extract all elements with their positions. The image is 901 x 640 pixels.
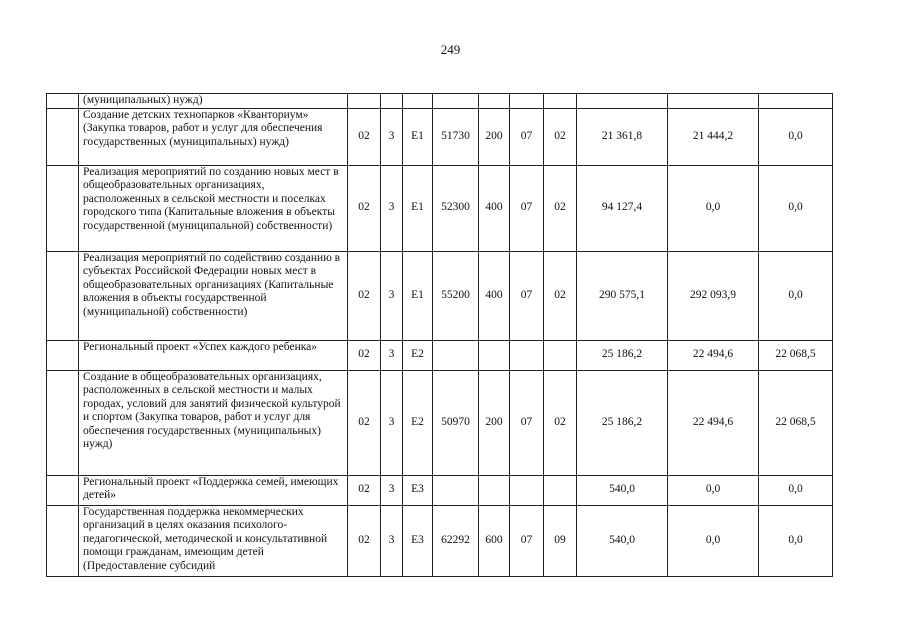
amount-cell-2: 21 444,2 <box>668 108 759 165</box>
table-row <box>47 475 833 505</box>
code-cell-3: E3 <box>403 475 433 505</box>
code-cell-6: 07 <box>510 165 544 251</box>
row-name-cell: Региональный проект «Поддержка семей, имеющих детей» <box>79 475 348 505</box>
amount-cell-2: 22 494,6 <box>668 370 759 475</box>
amount-cell-3: 22 068,5 <box>759 370 833 475</box>
blank-cell <box>47 94 79 109</box>
code-cell-7: 02 <box>544 251 577 340</box>
code-cell-1: 02 <box>348 475 381 505</box>
amount-cell-2: 0,0 <box>668 505 759 576</box>
blank-cell <box>47 340 79 370</box>
code-cell-3: E1 <box>403 251 433 340</box>
code-cell-5 <box>479 94 510 109</box>
blank-cell <box>47 505 79 576</box>
code-cell-1: 02 <box>348 340 381 370</box>
code-cell-1 <box>348 94 381 109</box>
table-row <box>47 370 833 475</box>
amount-cell-3 <box>759 94 833 109</box>
code-cell-5: 200 <box>479 108 510 165</box>
code-cell-6 <box>510 94 544 109</box>
blank-cell <box>47 108 79 165</box>
code-cell-7: 09 <box>544 505 577 576</box>
amount-cell-3: 0,0 <box>759 165 833 251</box>
code-cell-4: 52300 <box>433 165 479 251</box>
row-name-cell: Реализация мероприятий по содействию созданию в субъектах Российской Федерации новых мест в общеобразовательных организациях (Капитальные вложения в объекты государственной (муниципальной) собственности) <box>79 251 348 340</box>
row-name-cell: Создание детских технопарков «Кванториум» (Закупка товаров, работ и услуг для обеспечения государственных (муниципальных) нужд) <box>79 108 348 165</box>
blank-cell <box>47 475 79 505</box>
code-cell-6 <box>510 475 544 505</box>
code-cell-5: 600 <box>479 505 510 576</box>
table-row <box>47 108 833 165</box>
code-cell-6 <box>510 340 544 370</box>
code-cell-3: E2 <box>403 370 433 475</box>
code-cell-5 <box>479 340 510 370</box>
blank-cell <box>47 251 79 340</box>
code-cell-2 <box>381 94 403 109</box>
code-cell-7 <box>544 475 577 505</box>
code-cell-4: 55200 <box>433 251 479 340</box>
amount-cell-3: 0,0 <box>759 108 833 165</box>
code-cell-1: 02 <box>348 370 381 475</box>
row-name-cell: Государственная поддержка некоммерческих организаций в целях оказания психолого-педагогической, методической и консультативной помощи гражданам, имеющим детей (Предоставление субсидий <box>79 505 348 576</box>
code-cell-4: 62292 <box>433 505 479 576</box>
amount-cell-1: 290 575,1 <box>577 251 668 340</box>
code-cell-2: 3 <box>381 475 403 505</box>
amount-cell-1: 25 186,2 <box>577 370 668 475</box>
amount-cell-1: 94 127,4 <box>577 165 668 251</box>
code-cell-1: 02 <box>348 251 381 340</box>
code-cell-1: 02 <box>348 505 381 576</box>
budget-table-body <box>47 94 833 577</box>
code-cell-6: 07 <box>510 108 544 165</box>
code-cell-7: 02 <box>544 108 577 165</box>
amount-cell-1: 25 186,2 <box>577 340 668 370</box>
row-name-cell: Региональный проект «Успех каждого ребенка» <box>79 340 348 370</box>
code-cell-2: 3 <box>381 505 403 576</box>
amount-cell-2: 0,0 <box>668 475 759 505</box>
code-cell-3 <box>403 94 433 109</box>
amount-cell-2: 0,0 <box>668 165 759 251</box>
table-row <box>47 505 833 576</box>
code-cell-6: 07 <box>510 370 544 475</box>
amount-cell-3: 0,0 <box>759 251 833 340</box>
table-row <box>47 94 833 109</box>
code-cell-5 <box>479 475 510 505</box>
amount-cell-1: 21 361,8 <box>577 108 668 165</box>
code-cell-4: 51730 <box>433 108 479 165</box>
blank-cell <box>47 370 79 475</box>
amount-cell-3: 0,0 <box>759 475 833 505</box>
code-cell-6: 07 <box>510 505 544 576</box>
amount-cell-2 <box>668 94 759 109</box>
row-name-cell: (муниципальных) нужд) <box>79 94 348 109</box>
code-cell-4 <box>433 475 479 505</box>
code-cell-4 <box>433 340 479 370</box>
blank-cell <box>47 165 79 251</box>
amount-cell-1: 540,0 <box>577 475 668 505</box>
code-cell-3: E3 <box>403 505 433 576</box>
budget-table <box>46 93 833 577</box>
code-cell-2: 3 <box>381 108 403 165</box>
row-name-cell: Создание в общеобразовательных организациях, расположенных в сельской местности и малых городах, условий для занятий физической культурой и спортом (Закупка товаров, работ и услуг для обеспечения государственных (муниципальных) нужд) <box>79 370 348 475</box>
code-cell-2: 3 <box>381 251 403 340</box>
code-cell-7 <box>544 94 577 109</box>
code-cell-7: 02 <box>544 165 577 251</box>
table-row <box>47 251 833 340</box>
code-cell-4: 50970 <box>433 370 479 475</box>
code-cell-1: 02 <box>348 108 381 165</box>
code-cell-3: E1 <box>403 165 433 251</box>
amount-cell-3: 0,0 <box>759 505 833 576</box>
amount-cell-3: 22 068,5 <box>759 340 833 370</box>
code-cell-2: 3 <box>381 165 403 251</box>
code-cell-3: E1 <box>403 108 433 165</box>
code-cell-4 <box>433 94 479 109</box>
code-cell-3: E2 <box>403 340 433 370</box>
amount-cell-2: 22 494,6 <box>668 340 759 370</box>
row-name-cell: Реализация мероприятий по созданию новых мест в общеобразовательных организациях, расположенных в сельской местности и поселках городского типа (Капитальные вложения в объекты государственной (муниципальной) собственности) <box>79 165 348 251</box>
code-cell-2: 3 <box>381 370 403 475</box>
amount-cell-1: 540,0 <box>577 505 668 576</box>
code-cell-5: 200 <box>479 370 510 475</box>
code-cell-2: 3 <box>381 340 403 370</box>
table-row <box>47 340 833 370</box>
amount-cell-1 <box>577 94 668 109</box>
amount-cell-2: 292 093,9 <box>668 251 759 340</box>
code-cell-5: 400 <box>479 251 510 340</box>
table-row <box>47 165 833 251</box>
code-cell-6: 07 <box>510 251 544 340</box>
code-cell-5: 400 <box>479 165 510 251</box>
code-cell-7: 02 <box>544 370 577 475</box>
code-cell-1: 02 <box>348 165 381 251</box>
page-number: 249 <box>440 42 461 57</box>
code-cell-7 <box>544 340 577 370</box>
